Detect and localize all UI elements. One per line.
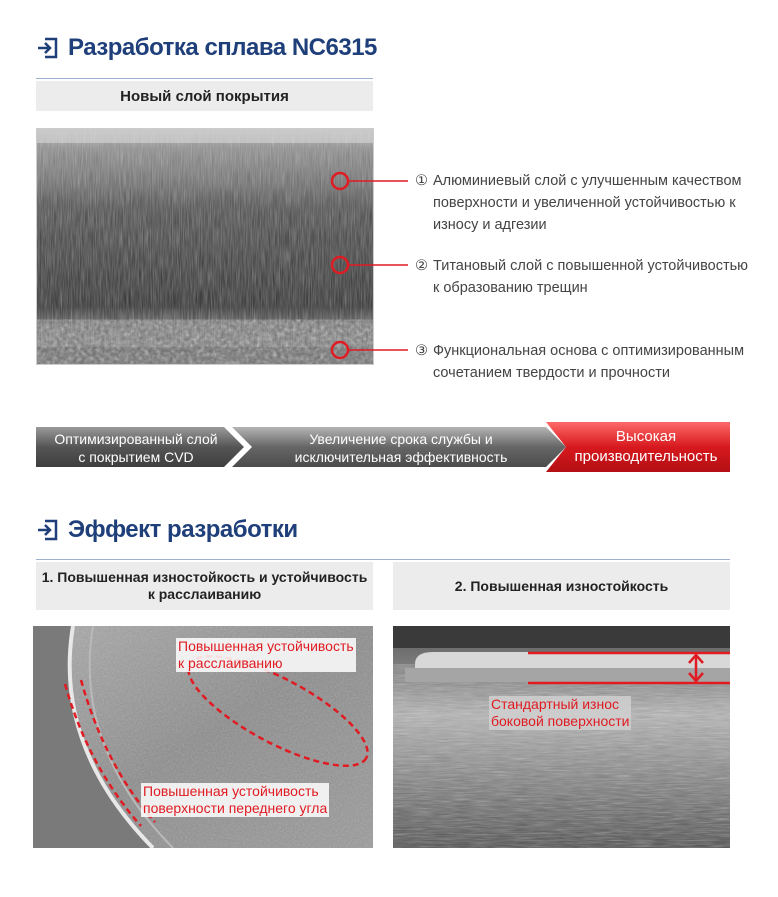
note-functional-base: ③ Функциональная основа с оптимизированным сочетанием твердости и прочности <box>415 343 745 381</box>
step-cvd: Оптимизированный слой с покрытием CVD <box>54 431 218 465</box>
panel2-photo <box>393 626 730 848</box>
section-title: Эффект разработки <box>68 516 298 543</box>
label-rake-face: Повышенная устойчивость поверхности переднего угла <box>143 783 328 816</box>
step-performance: Высокая производительность <box>574 428 718 465</box>
label-delamination: Повышенная устойчивость к расслаиванию <box>178 638 354 671</box>
panel2-title: 2. Повышенная изностойкость <box>393 562 730 610</box>
process-steps <box>36 422 730 472</box>
flank-wear-image <box>393 626 730 848</box>
section-header-effect <box>36 516 298 544</box>
section-title: Разработка сплава NC6315 <box>68 34 377 61</box>
section-divider <box>36 559 730 560</box>
enter-arrow-icon <box>36 519 58 541</box>
step-lifetime: Увеличение срока службы и исключительная эффективность <box>294 431 508 465</box>
note-titanium-layer: ② Титановый слой с повышенной устойчивостью к образованию трещин <box>415 258 749 296</box>
panel1-title: 1. Повышенная изностойкость и устойчивость к расслаиванию <box>36 562 373 610</box>
label-flank-wear: Стандартный износ боковой поверхности <box>491 696 630 729</box>
coating-subtitle: Новый слой покрытия <box>36 81 373 111</box>
note-aluminium-layer: ① Алюминиевый слой с улучшенным качеством поверхности и увеличенной устойчивостью к износу и адгезии <box>415 173 742 233</box>
panel1-photo <box>33 626 373 848</box>
